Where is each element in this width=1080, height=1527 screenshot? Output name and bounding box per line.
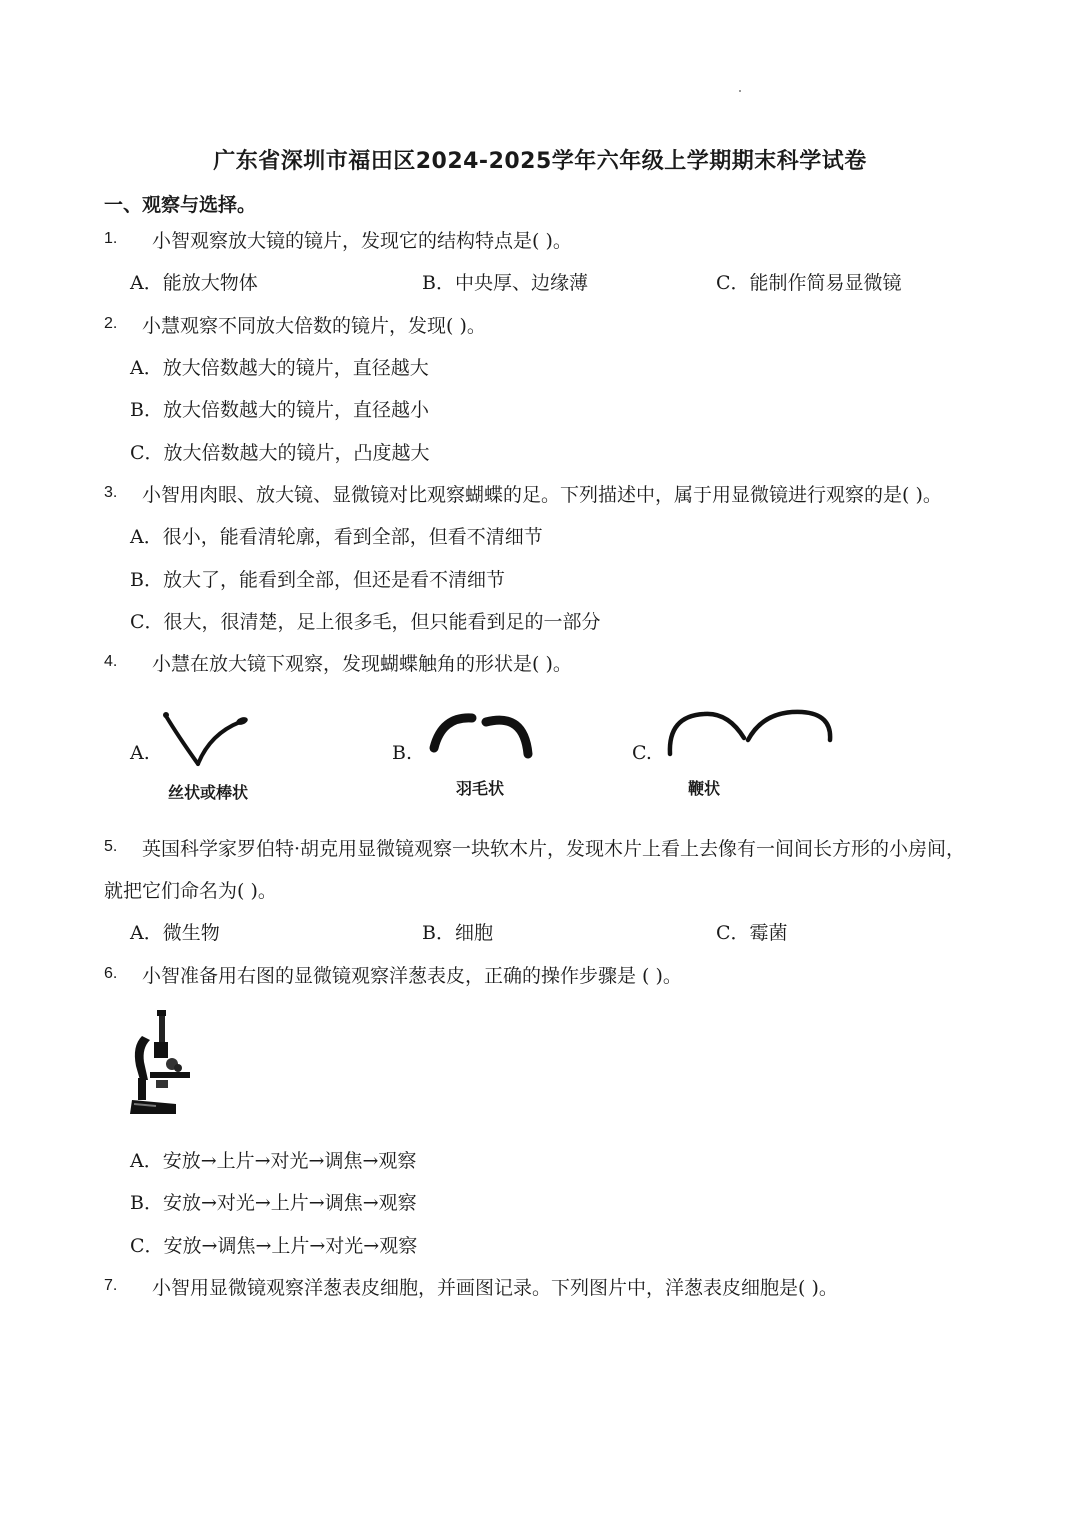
option-b: B．放大了，能看到全部，但还是看不清细节 (130, 569, 505, 591)
question-text-continued: 就把它们命名为( )。 (104, 880, 277, 902)
question-number: 4. (104, 653, 118, 670)
question-text: 小慧观察不同放大倍数的镜片，发现( )。 (142, 315, 486, 337)
question-text: 英国科学家罗伯特·胡克用显微镜观察一块软木片，发现木片上看上去像有一间间长方形的小房间， (142, 838, 966, 860)
option-a: A．能放大物体 (130, 272, 258, 294)
antenna-plumose-figure (428, 708, 538, 760)
option-b: B．中央厚、边缘薄 (422, 272, 588, 294)
option-c: C．很大，很清楚，足上很多毛，但只能看到足的一部分 (130, 611, 601, 633)
question-number: 6. (104, 965, 118, 982)
page-title: 广东省深圳市福田区2024-2025学年六年级上学期期末科学试卷 (213, 149, 867, 174)
question-text: 小智用肉眼、放大镜、显微镜对比观察蝴蝶的足。下列描述中，属于用显微镜进行观察的是( )。 (142, 484, 942, 506)
option-c: C．霉菌 (716, 922, 788, 944)
option-c: C. (632, 742, 652, 764)
option-b: B．细胞 (422, 922, 493, 944)
caption-plumose: 羽毛状 (456, 779, 505, 798)
question-number: 3. (104, 484, 118, 501)
caption-filiform: 丝状或棒状 (168, 783, 249, 802)
option-c: C．能制作简易显微镜 (716, 272, 902, 294)
question-text: 小智用显微镜观察洋葱表皮细胞，并画图记录。下列图片中，洋葱表皮细胞是( )。 (152, 1277, 838, 1299)
option-a: A．很小，能看清轮廓，看到全部，但看不清细节 (130, 526, 543, 548)
option-a: A．安放→上片→对光→调焦→观察 (130, 1150, 417, 1172)
option-a: A．微生物 (130, 922, 220, 944)
option-c: C．放大倍数越大的镜片，凸度越大 (130, 442, 430, 464)
antenna-filiform-figure (158, 706, 258, 768)
antenna-flagellate-figure (664, 706, 840, 762)
question-text: 小慧在放大镜下观察，发现蝴蝶触角的形状是( )。 (152, 653, 572, 675)
question-text: 小智观察放大镜的镜片，发现它的结构特点是( )。 (152, 230, 572, 252)
question-number: 5. (104, 838, 118, 855)
option-b: B．放大倍数越大的镜片，直径越小 (130, 399, 429, 421)
question-number: 2. (104, 315, 118, 332)
stray-mark (739, 90, 741, 92)
option-a: A. (130, 742, 150, 764)
option-b: B. (392, 742, 413, 764)
question-number: 1. (104, 230, 118, 247)
option-b: B．安放→对光→上片→调焦→观察 (130, 1192, 417, 1214)
caption-flagellate: 鞭状 (688, 779, 721, 798)
section-heading: 一、观察与选择。 (104, 194, 257, 216)
microscope-figure (126, 1006, 196, 1120)
question-text: 小智准备用右图的显微镜观察洋葱表皮，正确的操作步骤是 ( )。 (142, 965, 682, 987)
option-a: A．放大倍数越大的镜片，直径越大 (130, 357, 429, 379)
question-number: 7. (104, 1277, 118, 1294)
option-c: C．安放→调焦→上片→对光→观察 (130, 1235, 418, 1257)
